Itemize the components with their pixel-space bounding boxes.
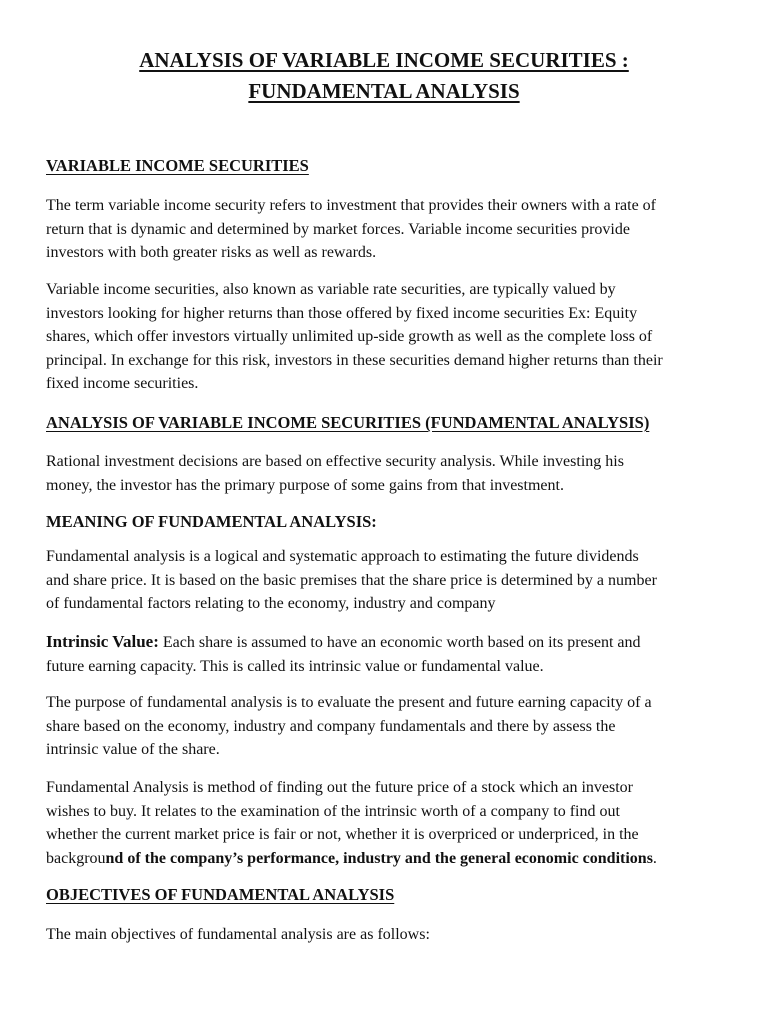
text-line: The purpose of fundamental analysis is to evaluate the present and future earning capacity of a <box>46 694 652 711</box>
text-line <box>46 847 726 871</box>
paragraph-rational-investment <box>46 450 726 497</box>
paragraph-intrinsic-value <box>46 630 726 678</box>
heading-objectives-of-fundamental-analysis: OBJECTIVES OF FUNDAMENTAL ANALYSIS <box>46 885 395 904</box>
text-line: money, the investor has the primary purpose of some gains from that investment. <box>46 476 564 494</box>
text-line: future earning capacity. This is called its intrinsic value or fundamental value. <box>46 657 544 675</box>
document-title-line-1: ANALYSIS OF VARIABLE INCOME SECURITIES : <box>139 48 629 72</box>
text-line: The term variable income security refers to investment that provides their owners with a rate of <box>46 197 657 214</box>
text-line: return that is dynamic and determined by market forces. Variable income securities provide <box>46 220 630 238</box>
paragraph-variable-rate-securities <box>46 278 726 396</box>
text-line: fixed income securities. <box>46 375 199 392</box>
text-line <box>46 630 726 655</box>
text-line: intrinsic value of the share. <box>46 741 220 758</box>
intrinsic-value-text: Each share is assumed to have an economic worth based on its present and <box>158 634 641 651</box>
intrinsic-value-label: Intrinsic Value: <box>46 632 159 651</box>
text-line: Variable income securities, also known as variable rate securities, are typically valued by <box>46 281 616 298</box>
text-line: Rational investment decisions are based on effective security analysis. While investing his <box>46 453 624 470</box>
paragraph-fundamental-analysis-method <box>46 776 726 870</box>
text-line: The main objectives of fundamental analysis are as follows: <box>46 926 430 943</box>
text-line: principal. In exchange for this risk, investors in these securities demand higher returns than their <box>46 351 663 369</box>
heading-variable-income-securities: VARIABLE INCOME SECURITIES <box>46 156 309 175</box>
text-line: investors looking for higher returns than those offered by fixed income securities Ex: Equity <box>46 304 638 322</box>
text-fragment: backgrou <box>46 849 106 867</box>
paragraph-main-objectives <box>46 923 726 947</box>
text-line: shares, which offer investors virtually unlimited up-side growth as well as the complete loss of <box>46 328 653 345</box>
text-line: share based on the economy, industry and company fundamentals and there by assess the <box>46 717 616 735</box>
text-line: investors with both greater risks as well as rewards. <box>46 244 377 261</box>
text-line: Fundamental Analysis is method of finding out the future price of a stock which an investor <box>46 779 633 796</box>
paragraph-purpose-of-fundamental-analysis <box>46 691 726 762</box>
text-line: Fundamental analysis is a logical and systematic approach to estimating the future dividends <box>46 548 639 565</box>
text-line: of fundamental factors relating to the economy, industry and company <box>46 595 496 612</box>
text-line: and share price. It is based on the basic premises that the share price is determined by a number <box>46 571 657 589</box>
heading-analysis-of-variable-income: ANALYSIS OF VARIABLE INCOME SECURITIES (FUNDAMENTAL ANALYSIS) <box>46 413 650 432</box>
bold-text-fragment: nd of the company’s performance, industry and the general economic conditions <box>105 849 653 867</box>
paragraph-variable-income-definition <box>46 194 726 265</box>
heading-meaning-of-fundamental-analysis: MEANING OF FUNDAMENTAL ANALYSIS: <box>46 512 377 531</box>
paragraph-fundamental-analysis-definition <box>46 545 726 616</box>
text-line: wishes to buy. It relates to the examination of the intrinsic worth of a company to find out <box>46 802 620 820</box>
text-fragment: . <box>652 849 657 867</box>
document-title-line-2: FUNDAMENTAL ANALYSIS <box>248 79 520 103</box>
text-line: whether the current market price is fair or not, whether it is overpriced or underpriced, in the <box>46 826 639 843</box>
